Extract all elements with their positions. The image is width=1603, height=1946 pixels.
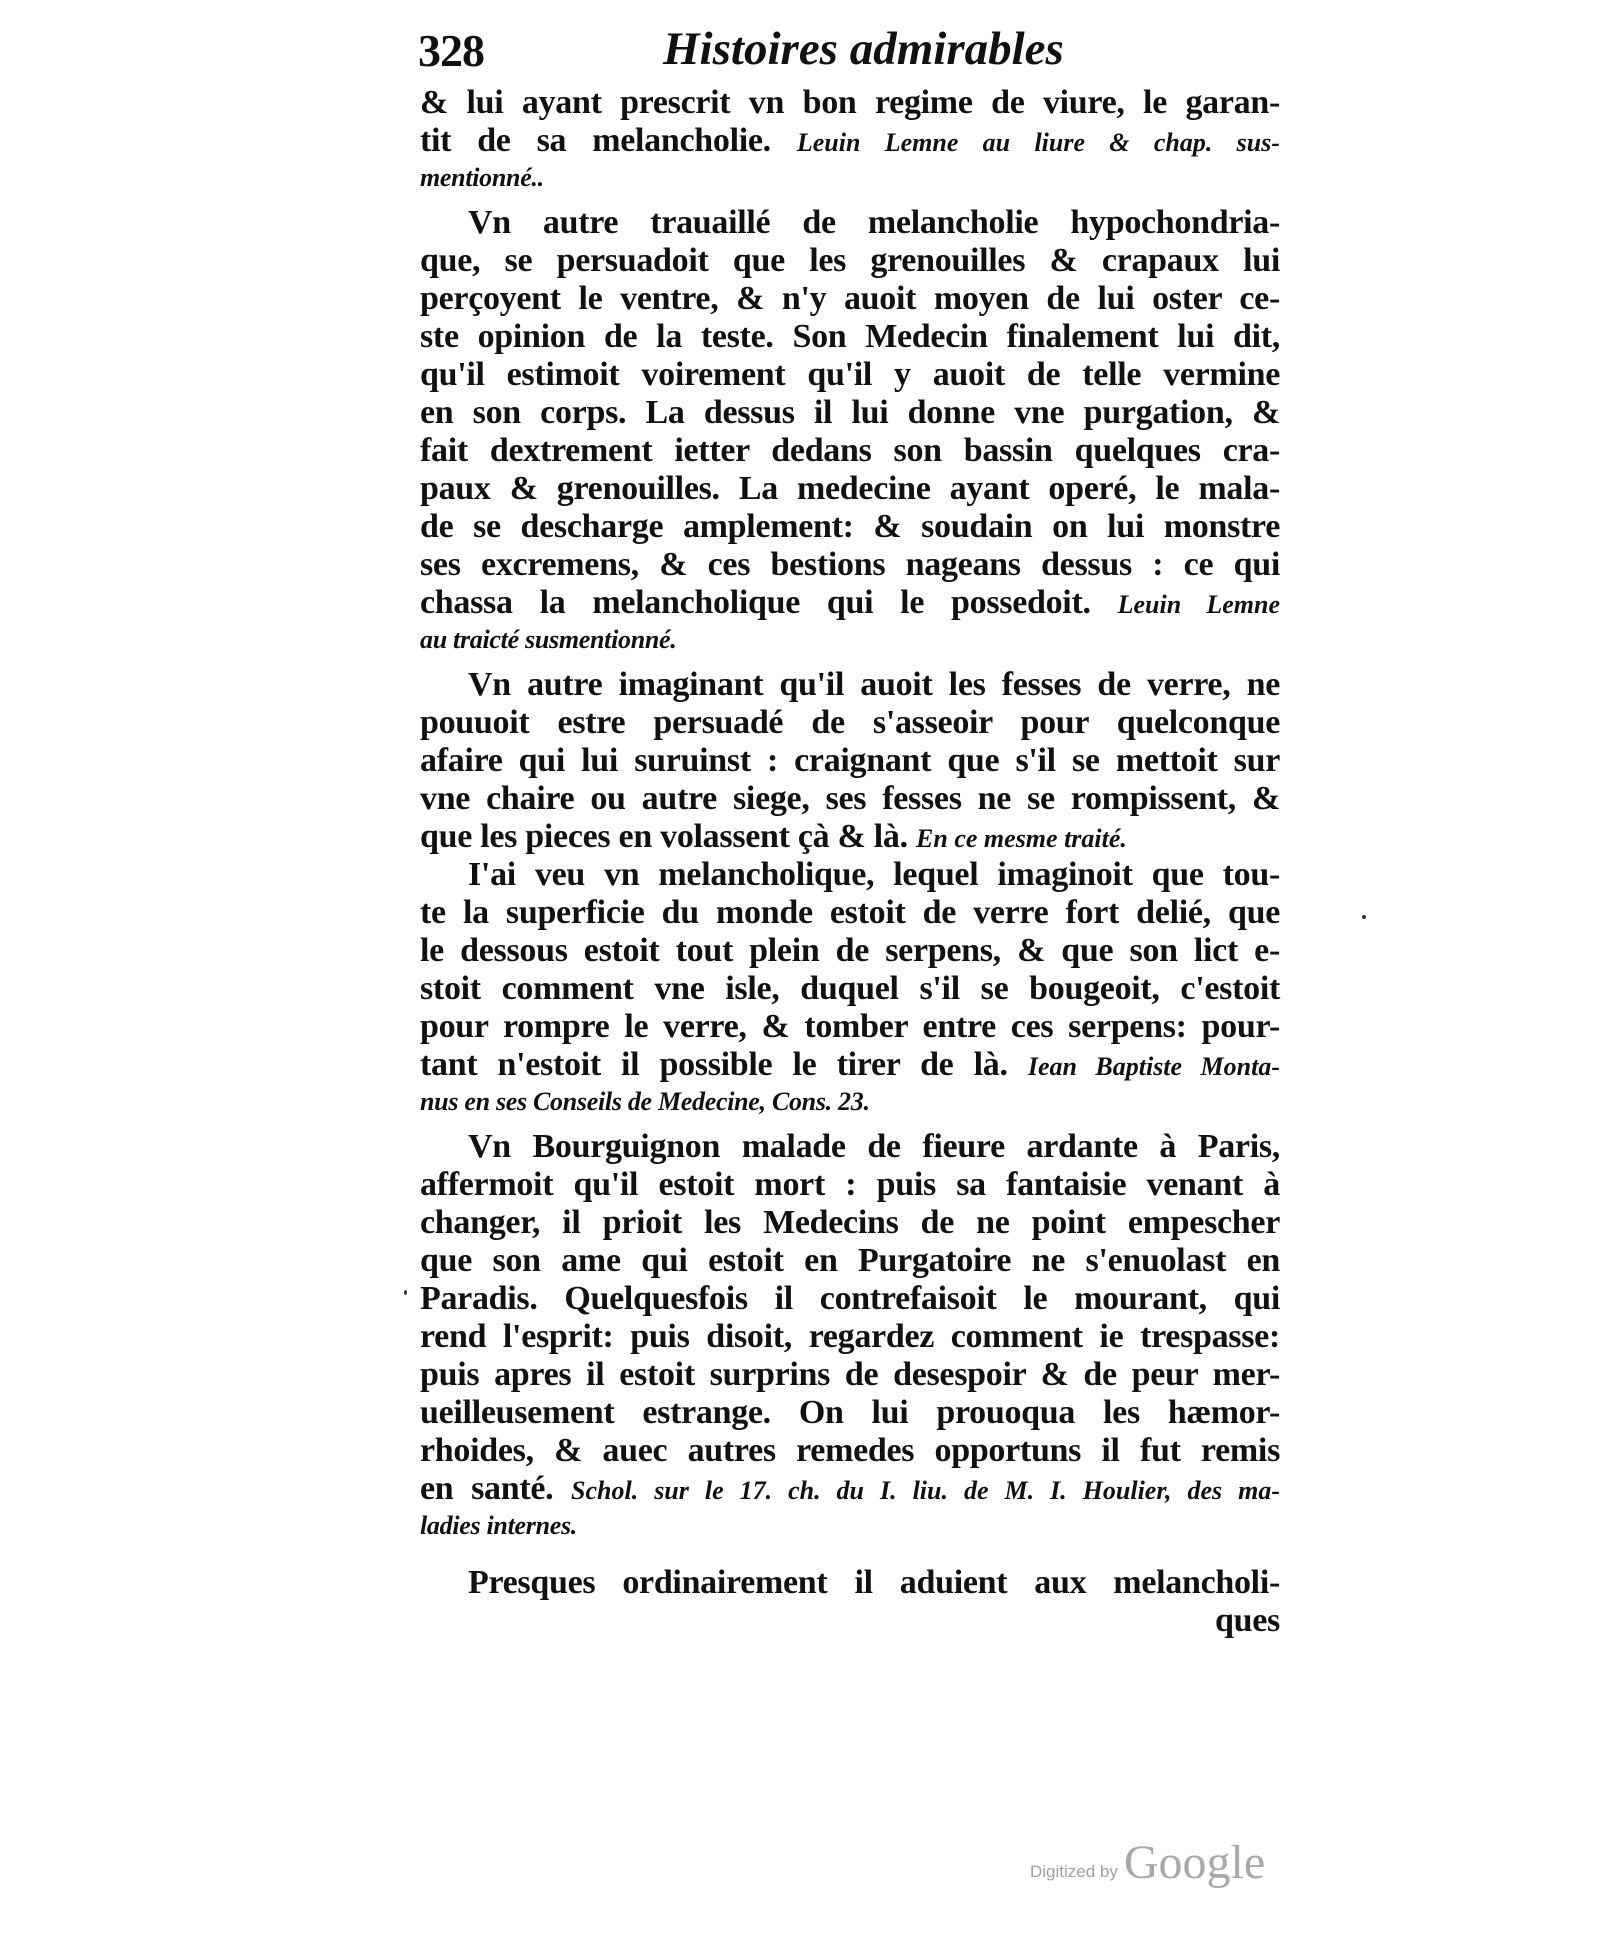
citation: Leuin Lemne <box>1117 590 1281 619</box>
text-line: rend l'esprit: puis disoit, regardez comment ie trespasse: <box>420 1318 1280 1355</box>
paragraph-start: Vn autre imaginant qu'il auoit les fesses de verre, ne <box>468 666 1280 703</box>
citation: Schol. sur le 17. ch. du I. liu. de M. I. Houlier, des ma- <box>571 1476 1281 1505</box>
text-line: ses excremens, & ces bestions nageans dessus : ce qui <box>420 546 1280 583</box>
watermark-prefix: Digitized by <box>1030 1862 1118 1881</box>
citation-line: nus en ses Conseils de Medecine, Cons. 23. <box>420 1087 870 1116</box>
ink-speck <box>404 1290 407 1295</box>
text-line: le dessous estoit tout plein de serpens, & que son lict e- <box>420 932 1280 969</box>
citation: Iean Baptiste Monta- <box>1027 1052 1280 1081</box>
paragraph-start: Vn Bourguignon malade de fieure ardante à Paris, <box>468 1128 1280 1165</box>
text-line: tant n'estoit il possible le tirer de là. Iean Baptiste Monta- <box>420 1046 1280 1083</box>
citation: Leuin Lemne au liure & chap. sus- <box>796 128 1280 157</box>
citation-line: au traicté susmentionné. <box>420 625 677 654</box>
citation: En ce mesme traité. <box>916 824 1127 853</box>
text-line: en son corps. La dessus il lui donne vne purgation, & <box>420 394 1280 431</box>
text-line: que son ame qui estoit en Purgatoire ne s'enuolast en <box>420 1242 1280 1279</box>
text-line: paux & grenouilles. La medecine ayant operé, le mala- <box>420 470 1280 507</box>
text-line: pouuoit estre persuadé de s'asseoir pour quelconque <box>420 704 1280 741</box>
text-line: de se descharge amplement: & soudain on lui monstre <box>420 508 1280 545</box>
text-line: & lui ayant prescrit vn bon regime de viure, le garan- <box>420 84 1280 121</box>
paragraph-start: Presques ordinairement il aduient aux melancholi- <box>468 1564 1280 1601</box>
citation-line: mentionné.. <box>420 163 544 192</box>
text-line: perçoyent le ventre, & n'y auoit moyen de lui oster ce- <box>420 280 1280 317</box>
catchword: ques <box>1215 1602 1280 1639</box>
text-line: pour rompre le verre, & tomber entre ces serpens: pour- <box>420 1008 1280 1045</box>
text-line: que les pieces en volassent çà & là. En ce mesme traité. <box>420 818 1127 855</box>
text-line: ste opinion de la teste. Son Medecin finalement lui dit, <box>420 318 1280 355</box>
text-line: stoit comment vne isle, duquel s'il se bougeoit, c'estoit <box>420 970 1280 1007</box>
text-line: te la superficie du monde estoit de verre fort delié, que <box>420 894 1280 931</box>
body-text <box>420 84 1280 1640</box>
text-line: changer, il prioit les Medecins de ne point empescher <box>420 1204 1280 1241</box>
text-line: affermoit qu'il estoit mort : puis sa fantaisie venant à <box>420 1166 1280 1203</box>
text-line: tit de sa melancholie. Leuin Lemne au liure & chap. sus- <box>420 122 1280 159</box>
text-line: chassa la melancholique qui le possedoit. Leuin Lemne <box>420 584 1281 621</box>
page-header <box>418 18 1278 88</box>
text-line: en santé. Schol. sur le 17. ch. du I. liu. de M. I. Houlier, des ma- <box>420 1470 1281 1507</box>
text-line: vne chaire ou autre siege, ses fesses ne se rompissent, & <box>420 780 1280 817</box>
running-title: Histoires admirables <box>663 23 1064 75</box>
paragraph-start: Vn autre trauaillé de melancholie hypochondria- <box>468 204 1280 241</box>
text-line: rhoides, & auec autres remedes opportuns il fut remis <box>420 1432 1280 1469</box>
digitized-watermark <box>1030 1830 1265 1890</box>
citation-line: ladies internes. <box>420 1511 577 1540</box>
text-line: ueilleusement estrange. On lui prouoqua les hæmor- <box>420 1394 1280 1431</box>
text-line: Paradis. Quelquesfois il contrefaisoit le mourant, qui <box>420 1280 1280 1317</box>
text-line: afaire qui lui suruinst : craignant que s'il se mettoit sur <box>420 742 1280 779</box>
ink-speck <box>1362 915 1366 919</box>
paragraph-start: I'ai veu vn melancholique, lequel imaginoit que tou- <box>468 856 1280 893</box>
text-line: fait dextrement ietter dedans son bassin quelques cra- <box>420 432 1280 469</box>
text-line: qu'il estimoit voirement qu'il y auoit de telle vermine <box>420 356 1280 393</box>
text-line: puis apres il estoit surprins de desespoir & de peur mer- <box>420 1356 1280 1393</box>
google-logo: Google <box>1123 1836 1266 1889</box>
page-number: 328 <box>418 25 484 76</box>
text-line: que, se persuadoit que les grenouilles & crapaux lui <box>420 242 1280 279</box>
